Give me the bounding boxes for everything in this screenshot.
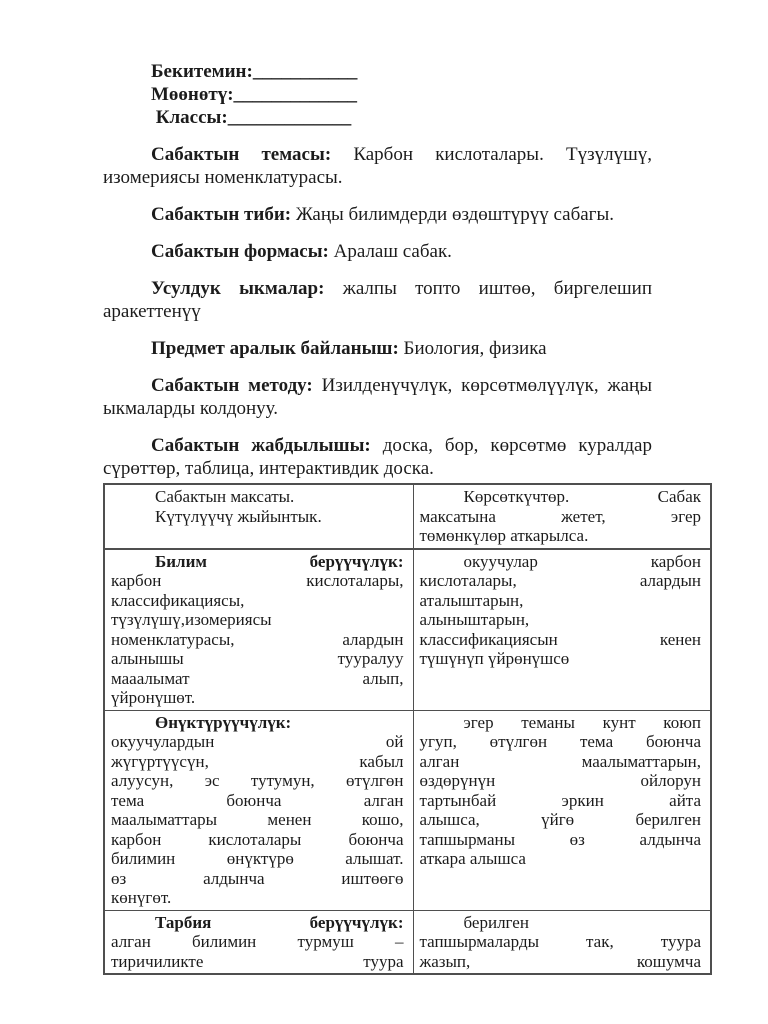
development-goal-cell — [104, 710, 413, 910]
development-indicator-cell — [413, 710, 711, 910]
text-line: угуп, өтүлгөн тема боюнча — [419, 732, 701, 751]
text-line: аракеттенүү — [103, 301, 201, 322]
goals-header-left-cell — [104, 484, 413, 549]
text-line: Күтүлүүчү жыйынтык. — [155, 506, 322, 526]
text-line: изомериясы номенклатурасы. — [103, 167, 343, 188]
text-line: берилген — [463, 912, 529, 932]
text-line: Классы:_____________ — [151, 107, 352, 128]
table-row-education-goal — [104, 549, 711, 711]
text-line: тартынбай эркин айта — [419, 790, 701, 810]
text-line: түшүнүп үйрөнүшсө — [419, 649, 570, 668]
text-line: алган билимин турмуш – — [111, 932, 404, 951]
paragraph-lesson-method — [103, 374, 652, 420]
table-row-upbringing-goal — [104, 910, 711, 974]
paragraph-lesson-theme — [103, 143, 652, 189]
text-line: жүгүртүүсүн, кабыл — [111, 751, 404, 771]
approval-line-bekitemin — [103, 60, 768, 83]
text-line: аткара алышса — [419, 849, 526, 868]
approval-line-moonotu — [103, 83, 768, 106]
text-line: максатына жетет, эгер — [419, 506, 701, 526]
goals-header-right-cell — [413, 484, 711, 549]
text-line: өздөрүнүн ойлорун — [419, 771, 701, 790]
text-line: классификациясы, — [111, 590, 245, 610]
text-line: Сабактын формасы: Аралаш сабак. — [151, 241, 452, 262]
text-line: сүрөттөр, таблица, интерактивдик доска. — [103, 458, 434, 479]
text-line: Сабактын тиби: Жаңы билимдерди өздөштүрүү сабагы. — [151, 204, 614, 225]
text-line: алышса, үйгө берилген — [419, 810, 701, 829]
text-line: Сабактын жабдылышы: доска, бор, көрсөтмө куралдар — [151, 435, 652, 456]
text-line: тапшырмаларды так, туура — [419, 932, 701, 951]
text-line: Билим берүүчүлүк: — [155, 551, 404, 571]
text-line: классификациясын кенен — [419, 629, 701, 649]
text-line: Сабактын методу: Изилденүчүлүк, көрсөтмөлүүлүк, жаңы — [151, 375, 652, 396]
text-line: түзүлүшү,изомериясы — [111, 610, 272, 629]
education-goal-cell — [104, 549, 413, 711]
text-line: алынышы тууралуу — [111, 649, 404, 668]
paragraph-lesson-form — [103, 240, 652, 263]
paragraph-subject-links — [103, 337, 652, 360]
text-line: үйронүшөт. — [111, 688, 196, 707]
text-line: көнүгөт. — [111, 888, 172, 907]
text-line: тиричиликте туура — [111, 951, 404, 971]
text-line: алган маалыматтарын, — [419, 751, 701, 771]
goals-table — [103, 483, 712, 975]
text-line: карбон кислоталары, — [111, 571, 404, 590]
text-line: билимин өнүктүрө алышат. — [111, 849, 404, 868]
text-line: Мөөнөтү:_____________ — [151, 84, 358, 105]
text-line: ыкмаларды колдонуу. — [103, 398, 279, 419]
text-line: өз алдынча иштөөгө — [111, 868, 404, 888]
text-line: эгер теманы кунт коюп — [463, 712, 701, 732]
upbringing-goal-cell — [104, 910, 413, 974]
approval-lines — [103, 60, 768, 129]
text-line: Көрсөткүчтөр. Сабак — [463, 487, 701, 506]
approval-line-klassy — [103, 106, 768, 129]
text-line: карбон кислоталары боюнча — [111, 829, 404, 849]
upbringing-indicator-cell — [413, 910, 711, 974]
text-line: Бекитемин:___________ — [151, 61, 358, 82]
text-line: кислоталары, алардын — [419, 571, 701, 590]
text-line: Усулдук ыкмалар: жалпы топто иштөө, биргелешип — [151, 278, 652, 299]
text-line: маалыматтары менен кошо, — [111, 810, 404, 829]
text-line: төмөнкүлөр аткарылса. — [419, 526, 589, 545]
text-line: мааалымат алып, — [111, 668, 404, 688]
text-line: жазып, кошумча — [419, 951, 701, 971]
paragraph-method-approaches — [103, 277, 652, 323]
paragraph-lesson-equipment — [103, 434, 652, 480]
text-line: Өнүктүрүүчүлүк: — [155, 712, 292, 732]
text-line: номенклатурасы, алардын — [111, 629, 404, 649]
text-line: тема боюнча алган — [111, 790, 404, 810]
text-line: окуучулар карбон — [463, 551, 701, 571]
education-indicator-cell — [413, 549, 711, 711]
text-line: алуусун, эс тутумун, өтүлгөн — [111, 771, 404, 790]
text-line: Сабактын темасы: Карбон кислоталары. Түзүлүшү, — [151, 144, 652, 165]
goals-table-header-row — [104, 484, 711, 549]
text-line: Сабактын максаты. — [155, 487, 295, 506]
table-row-development-goal — [104, 710, 711, 910]
text-line: окуучулардын ой — [111, 732, 404, 751]
paragraph-lesson-type — [103, 203, 652, 226]
text-line: тапшырманы өз алдынча — [419, 829, 701, 849]
text-line: Предмет аралык байланыш: Биология, физика — [151, 338, 547, 359]
text-line: Тарбия берүүчүлүк: — [155, 912, 404, 932]
text-line: алыныштарын, — [419, 610, 530, 629]
text-line: аталыштарын, — [419, 590, 524, 610]
